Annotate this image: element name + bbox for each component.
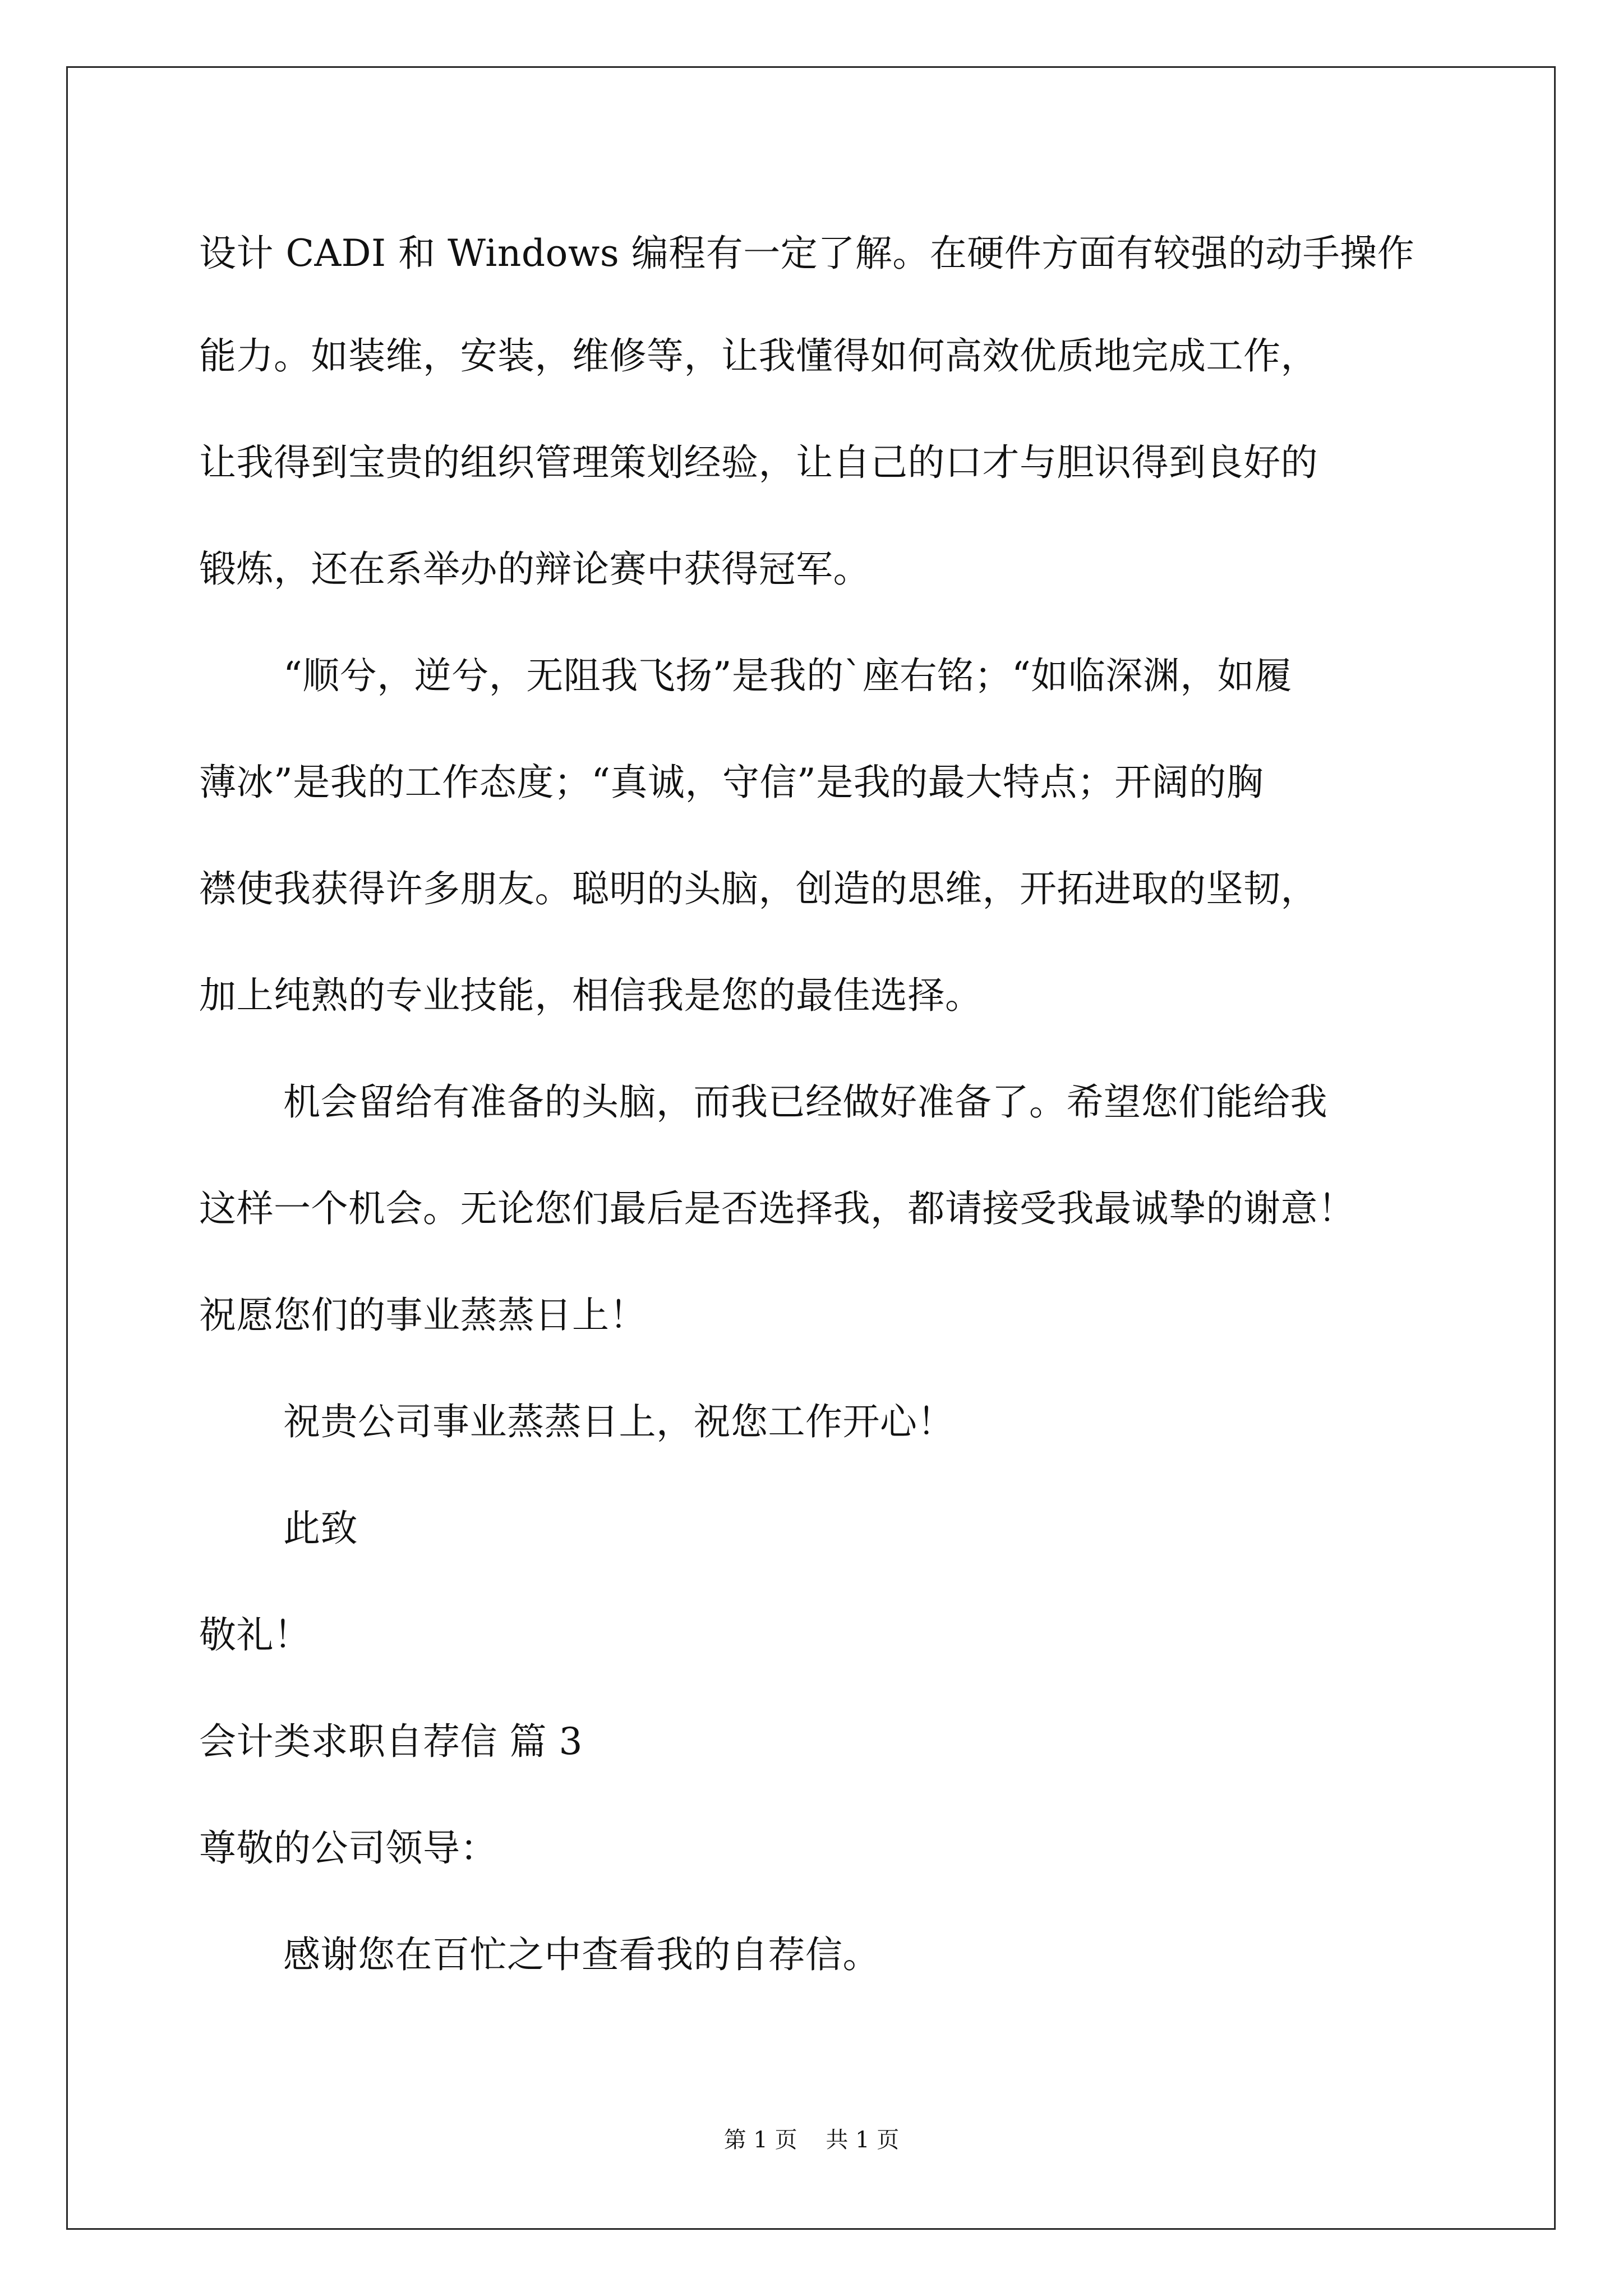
closing-regards: 敬礼！ xyxy=(199,1613,311,1657)
text-line-17: 感谢您在百忙之中查看我的自荐信。 xyxy=(283,1933,880,1976)
text-line-3: 让我得到宝贵的组织管理策划经验，让自己的口才与胆识得到良好的 xyxy=(199,441,1318,484)
text-line-1: 设计 CADI 和 Windows 编程有一定了解。在硬件方面有较强的动手操作 xyxy=(199,232,1415,275)
text-line-8: 加上纯熟的专业技能，相信我是您的最佳选择。 xyxy=(199,974,983,1017)
greeting: 尊敬的公司领导： xyxy=(199,1826,497,1870)
text-line-11: 祝愿您们的事业蒸蒸日上！ xyxy=(199,1294,647,1337)
text-line-6: 薄冰”是我的工作态度；“真诚，守信”是我的最大特点；开阔的胸 xyxy=(199,761,1264,804)
text-line-5: “顺兮，逆兮，无阻我飞扬”是我的`座右铭；“如临深渊，如履 xyxy=(283,654,1292,697)
text-line-9: 机会留给有准备的头脑，而我已经做好准备了。希望您们能给我 xyxy=(283,1080,1327,1124)
section-title: 会计类求职自荐信 篇 3 xyxy=(199,1720,583,1763)
text-line-7: 襟使我获得许多朋友。聪明的头脑，创造的思维，开拓进取的坚韧， xyxy=(199,867,1318,910)
closing-salutation: 此致 xyxy=(283,1507,358,1550)
page-frame xyxy=(66,66,1556,2230)
text-line-10: 这样一个机会。无论您们最后是否选择我，都请接受我最诚挚的谢意！ xyxy=(199,1187,1355,1230)
page-number-footer: 第 1 页 共 1 页 xyxy=(723,2127,900,2153)
text-line-12: 祝贵公司事业蒸蒸日上，祝您工作开心！ xyxy=(283,1400,955,1443)
text-line-4: 锻炼，还在系举办的辩论赛中获得冠军。 xyxy=(199,547,870,591)
text-line-2: 能力。如装维，安装，维修等，让我懂得如何高效优质地完成工作， xyxy=(199,334,1318,378)
